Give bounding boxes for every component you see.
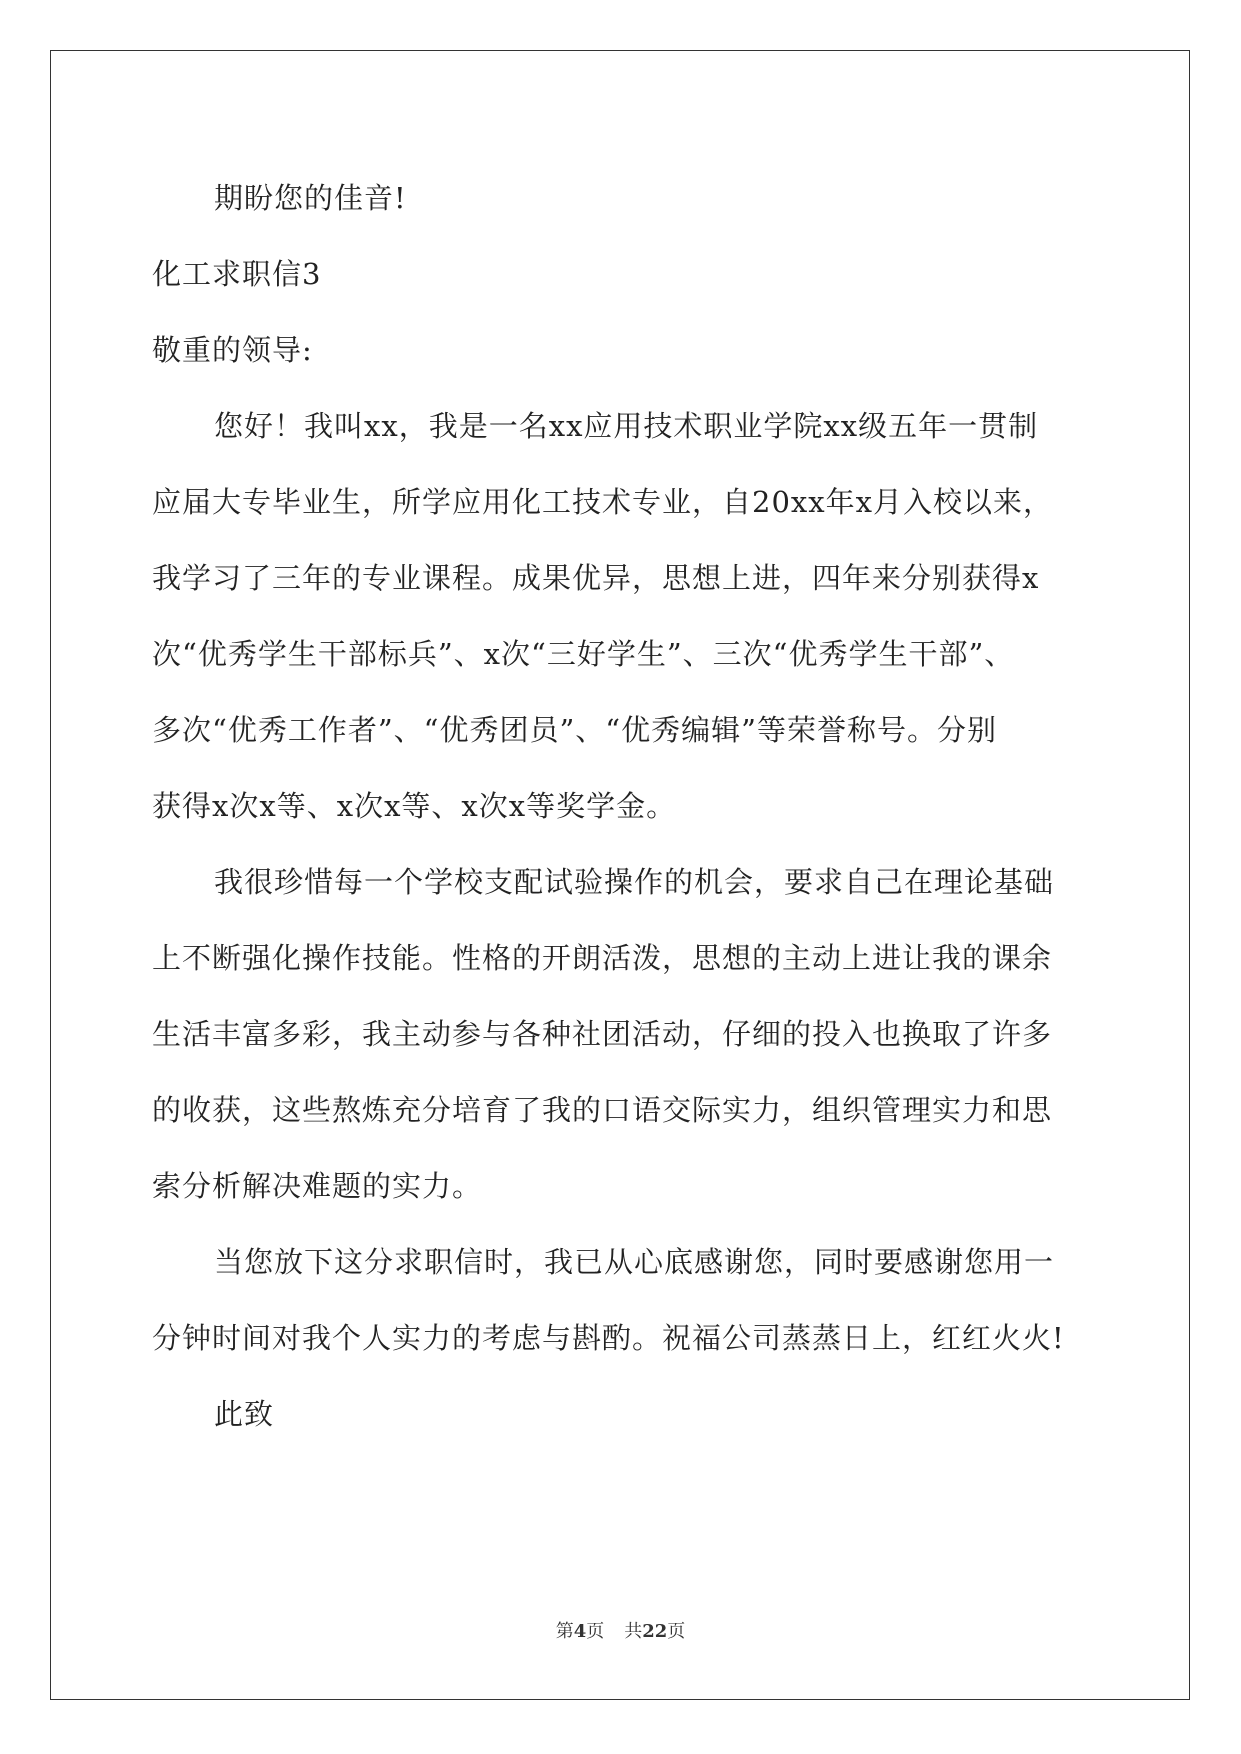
text-line: 我学习了三年的专业课程。成果优异，思想上进，四年来分别获得x [152, 561, 1040, 595]
text-line: 您好！我叫xx，我是一名xx应用技术职业学院xx级五年一贯制 [214, 409, 1039, 443]
closing-line: 此致 [214, 1397, 275, 1431]
text-line: 我很珍惜每一个学校支配试验操作的机会，要求自己在理论基础 [214, 865, 1055, 899]
total-pages: 22 [642, 1621, 668, 1642]
text-line: 期盼您的佳音! [214, 181, 407, 215]
letter-body [152, 160, 1092, 1452]
text-line: 当您放下这分求职信时，我已从心底感谢您，同时要感谢您用一 [214, 1245, 1055, 1279]
text-line: 应届大专毕业生，所学应用化工技术专业，自20xx年x月入校以来， [152, 485, 1053, 519]
total-prefix: 共 [624, 1621, 643, 1642]
text-line: 多次“优秀工作者”、“优秀团员”、“优秀编辑”等荣誉称号。分别 [152, 713, 997, 747]
text-line: 次“优秀学生干部标兵”、x次“三好学生”、三次“优秀学生干部”、 [152, 637, 1015, 671]
text-line: 生活丰富多彩，我主动参与各种社团活动，仔细的投入也换取了许多 [152, 1017, 1053, 1051]
text-line: 获得x次x等、x次x等、x次x等奖学金。 [152, 789, 677, 823]
text-line: 上不断强化操作技能。性格的开朗活泼，思想的主动上进让我的课余 [152, 941, 1053, 975]
text-line: 分钟时间对我个人实力的考虑与斟酌。祝福公司蒸蒸日上，红红火火! [152, 1321, 1065, 1355]
page-number: 4 [573, 1621, 587, 1642]
page-prefix: 第 [555, 1621, 574, 1642]
salutation: 敬重的领导: [152, 333, 313, 367]
section-title: 化工求职信3 [152, 257, 322, 291]
total-suffix: 页 [667, 1621, 686, 1642]
page-footer [0, 1617, 1241, 1643]
text-line: 索分析解决难题的实力。 [152, 1169, 483, 1203]
text-line: 的收获，这些熬炼充分培育了我的口语交际实力，组织管理实力和思 [152, 1093, 1053, 1127]
page-suffix: 页 [586, 1621, 605, 1642]
